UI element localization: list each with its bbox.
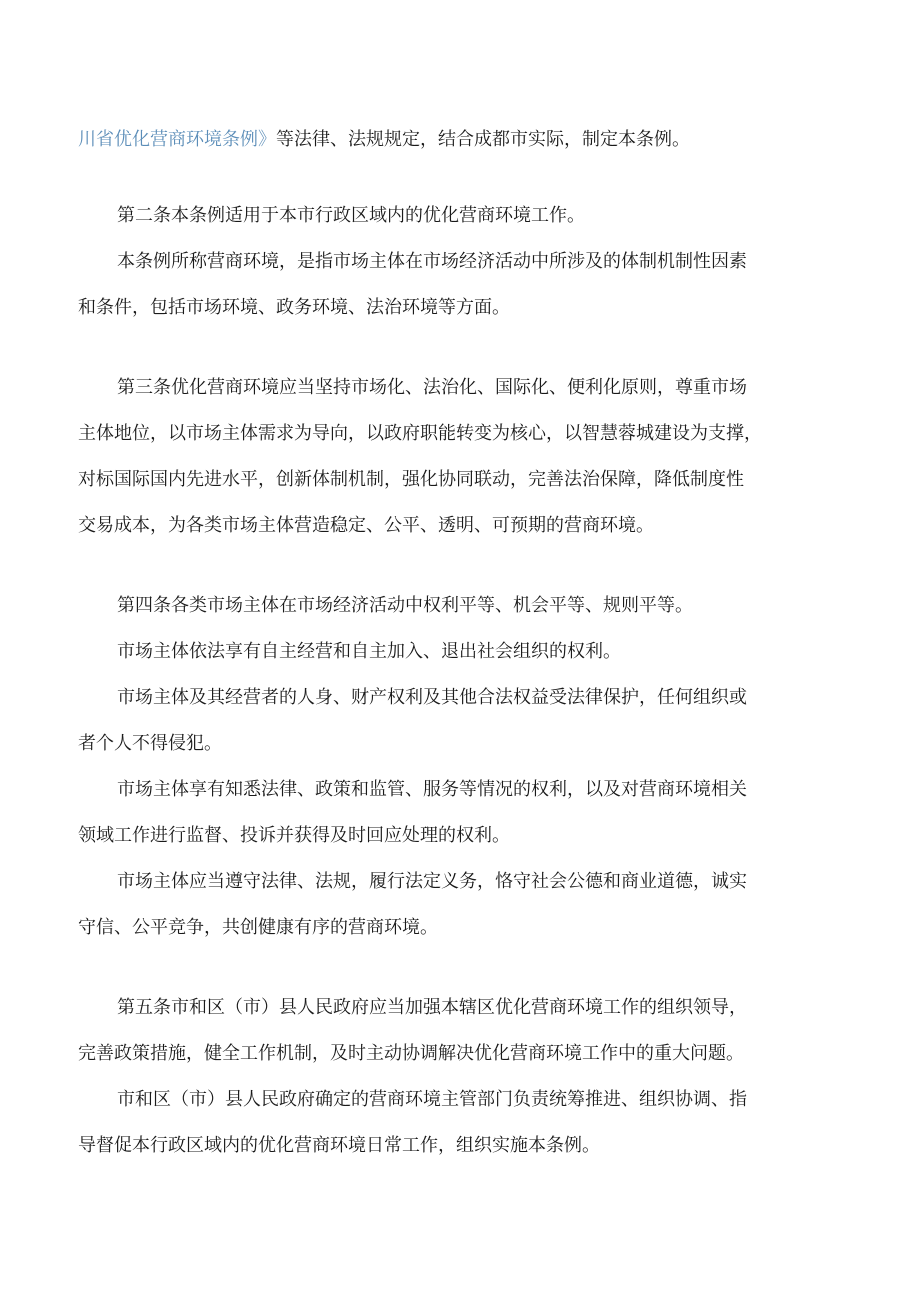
- article-3-line: 主体地位，以市场主体需求为导向，以政府职能转变为核心，以智慧蓉城建设为支撑，: [78, 423, 762, 444]
- article-4-paragraph: 市场主体依法享有自主经营和自主加入、退出社会组织的权利。: [117, 641, 621, 662]
- article-2-paragraph-line: 和条件，包括市场环境、政务环境、法治环境等方面。: [78, 297, 510, 318]
- article-5-line: 导督促本行政区域内的优化营商环境日常工作，组织实施本条例。: [78, 1135, 600, 1156]
- paragraph-gap: [78, 947, 830, 989]
- article-3-line: 对标国际国内先进水平，创新体制机制，强化协同联动，完善法治保障，降低制度性: [78, 469, 744, 490]
- article-3-line: 交易成本，为各类市场主体营造稳定、公平、透明、可预期的营商环境。: [78, 515, 654, 536]
- article-2-paragraph-line: 本条例所称营商环境，是指市场主体在市场经济活动中所涉及的体制机制性因素: [117, 251, 747, 272]
- article-5-line: 完善政策措施，健全工作机制，及时主动协调解决优化营商环境工作中的重大问题。: [78, 1043, 744, 1064]
- intro-line: [78, 121, 830, 159]
- paragraph-gap: [78, 159, 830, 197]
- paragraph-gap: [78, 327, 830, 369]
- article-5-line: 第五条市和区（市）县人民政府应当加强本辖区优化营商环境工作的组织领导，: [117, 997, 747, 1018]
- article-4-paragraph-line: 市场主体应当遵守法律、法规，履行法定义务，恪守社会公德和商业道德，诚实: [117, 871, 747, 892]
- document-page: [78, 121, 830, 1165]
- article-4-paragraph-line: 领域工作进行监督、投诉并获得及时回应处理的权利。: [78, 825, 510, 846]
- article-4-paragraph-line: 守信、公平竞争，共创健康有序的营商环境。: [78, 917, 438, 938]
- article-4-paragraph-line: 市场主体享有知悉法律、政策和监管、服务等情况的权利，以及对营商环境相关: [117, 779, 747, 800]
- intro-text: 等法律、法规规定，结合成都市实际，制定本条例。: [276, 129, 690, 150]
- article-4-paragraph-line: 市场主体及其经营者的人身、财产权利及其他合法权益受法律保护，任何组织或: [117, 687, 747, 708]
- paragraph-gap: [78, 545, 830, 587]
- article-4-paragraph-line: 者个人不得侵犯。: [78, 733, 222, 754]
- regulation-reference: 川省优化营商环境条例》: [78, 129, 276, 150]
- article-5-line: 市和区（市）县人民政府确定的营商环境主管部门负责统筹推进、组织协调、指: [117, 1089, 747, 1110]
- article-3-line: 第三条优化营商环境应当坚持市场化、法治化、国际化、便利化原则，尊重市场: [117, 377, 747, 398]
- article-4-heading: 第四条各类市场主体在市场经济活动中权利平等、机会平等、规则平等。: [117, 595, 693, 616]
- article-2-heading: 第二条本条例适用于本市行政区域内的优化营商环境工作。: [117, 205, 585, 226]
